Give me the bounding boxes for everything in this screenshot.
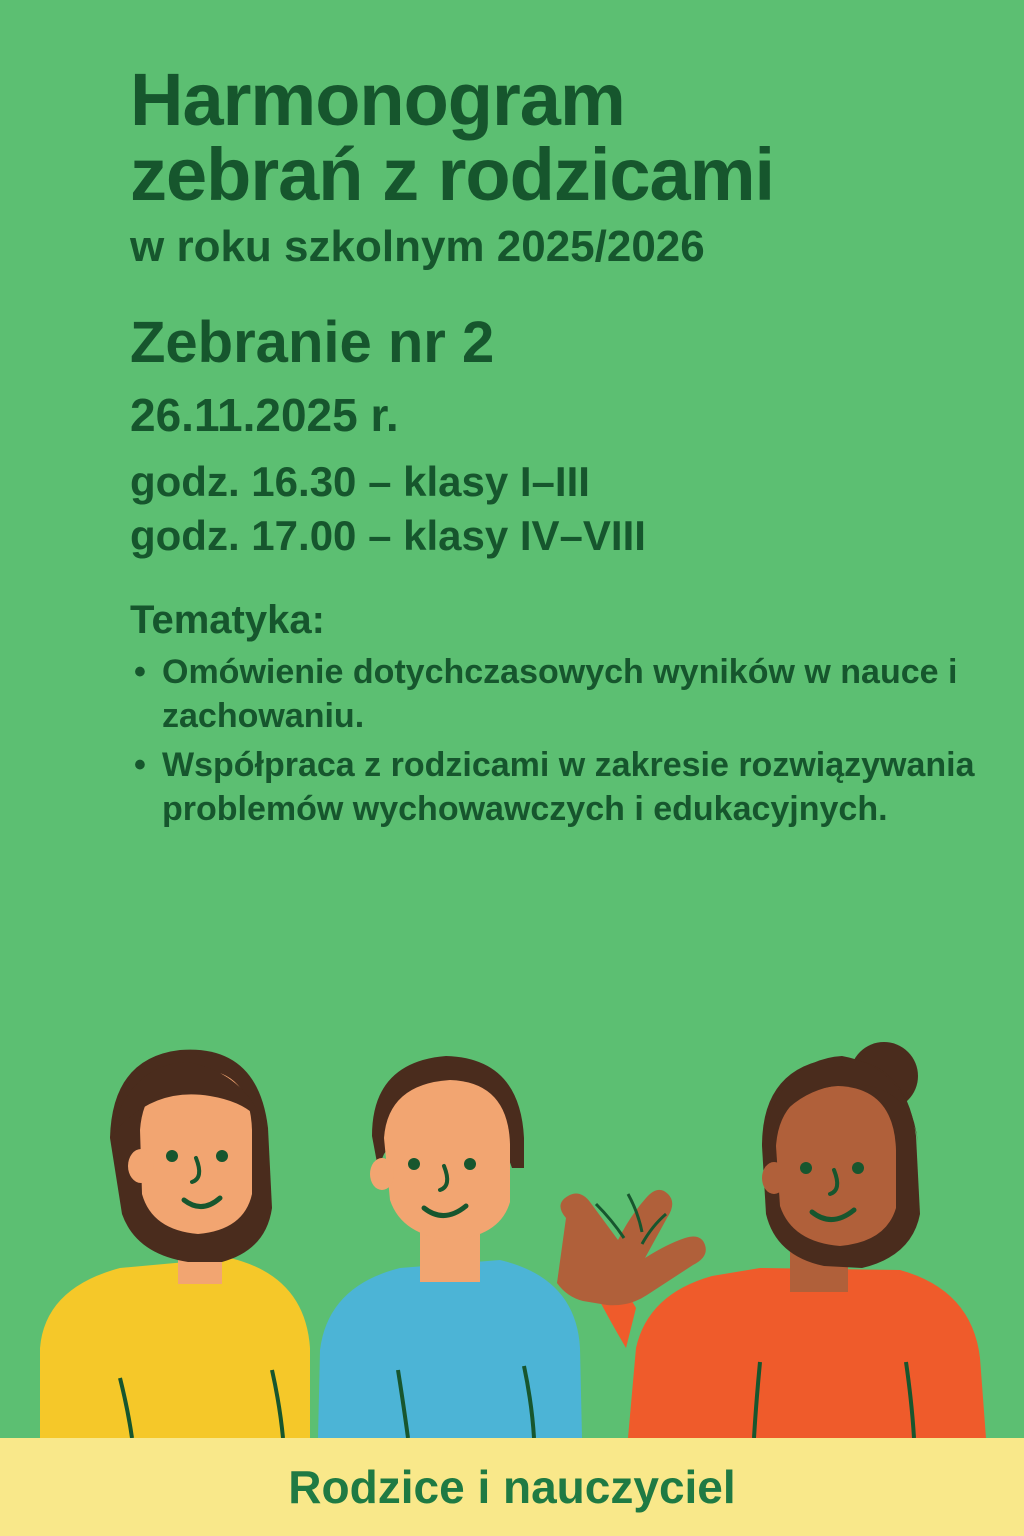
page-title bbox=[130, 58, 990, 217]
footer-band bbox=[0, 1438, 1024, 1536]
topics-list bbox=[130, 651, 990, 831]
footer-caption: Rodzice i nauczyciel bbox=[288, 1461, 736, 1513]
meeting-hour-line: godz. 17.00 – klasy IV–VIII bbox=[130, 511, 646, 559]
man-blue-sweater bbox=[318, 1056, 582, 1438]
meeting-hours bbox=[130, 455, 990, 563]
list-item: • Omówienie dotychczasowych wyników w nauce i zachowaniu. bbox=[130, 651, 990, 738]
three-people-illustration bbox=[0, 1018, 1024, 1438]
meeting-number: Zebranie nr 2 bbox=[130, 310, 495, 376]
meeting-date: 26.11.2025 r. bbox=[130, 389, 399, 442]
title-line-2: zebrań z rodzicami bbox=[130, 133, 775, 217]
topics-heading: Tematyka: bbox=[130, 598, 325, 643]
title-line-1: Harmonogram bbox=[130, 58, 625, 141]
woman-yellow-sweater bbox=[40, 1050, 310, 1438]
school-year-subtitle: w roku szkolnym 2025/2026 bbox=[130, 221, 705, 271]
woman-orange-sweater-waving bbox=[557, 1042, 986, 1438]
poster-text-block bbox=[130, 58, 990, 837]
meeting-hour-line: godz. 16.30 – klasy I–III bbox=[130, 457, 590, 505]
list-item: • Współpraca z rodzicami w zakresie rozwiązywania problemów wychowawczych i edukacyjnych. bbox=[130, 744, 990, 831]
